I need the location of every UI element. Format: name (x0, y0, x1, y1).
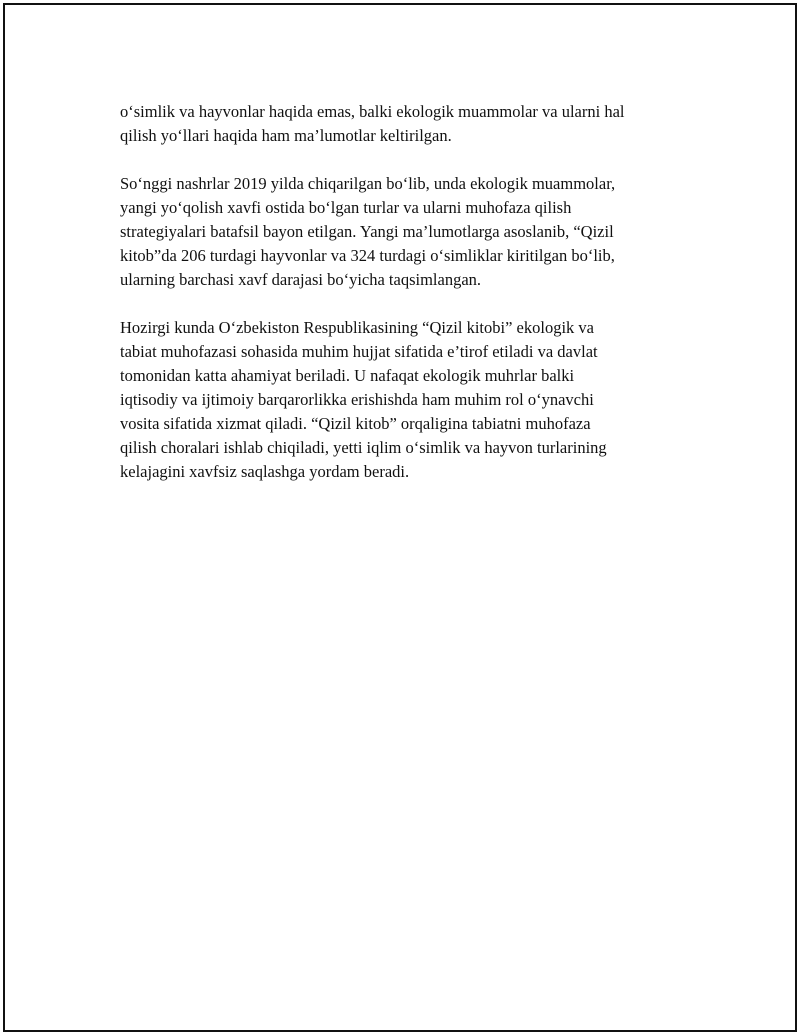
text-line: qilish yo‘llari haqida ham ma’lumotlar keltirilgan. (120, 126, 452, 145)
text-line: yangi yo‘qolish xavfi ostida bo‘lgan turlar va ularni muhofaza qilish (120, 198, 572, 217)
text-line: ularning barchasi xavf darajasi bo‘yicha taqsimlangan. (120, 270, 482, 289)
text-line: kitob”da 206 turdagi hayvonlar va 324 turdagi o‘simliklar kiritilgan bo‘lib, (120, 246, 615, 265)
paragraph-3 (120, 316, 700, 484)
text-line: tomonidan katta ahamiyat beriladi. U nafaqat ekologik muhrlar balki (120, 366, 575, 385)
text-line: Hozirgi kunda O‘zbekiston Respublikasining “Qizil kitobi” ekologik va (120, 318, 594, 337)
text-line: vosita sifatida xizmat qiladi. “Qizil kitob” orqaligina tabiatni muhofaza (120, 414, 591, 433)
text-line: iqtisodiy va ijtimoiy barqarorlikka erishishda ham muhim rol o‘ynavchi (120, 390, 594, 409)
paragraph-1 (120, 100, 700, 148)
text-line: qilish choralari ishlab chiqiladi, yetti iqlim o‘simlik va hayvon turlarining (120, 438, 607, 457)
text-line: So‘nggi nashrlar 2019 yilda chiqarilgan bo‘lib, unda ekologik muammolar, (120, 174, 616, 193)
text-line: kelajagini xavfsiz saqlashga yordam beradi. (120, 462, 410, 481)
text-line: tabiat muhofazasi sohasida muhim hujjat sifatida e’tirof etiladi va davlat (120, 342, 598, 361)
text-line: o‘simlik va hayvonlar haqida emas, balki ekologik muammolar va ularni hal (120, 102, 625, 121)
document-body (120, 100, 700, 508)
paragraph-2 (120, 172, 700, 292)
page-border (3, 3, 797, 1032)
text-line: strategiyalari batafsil bayon etilgan. Yangi ma’lumotlarga asoslanib, “Qizil (120, 222, 614, 241)
